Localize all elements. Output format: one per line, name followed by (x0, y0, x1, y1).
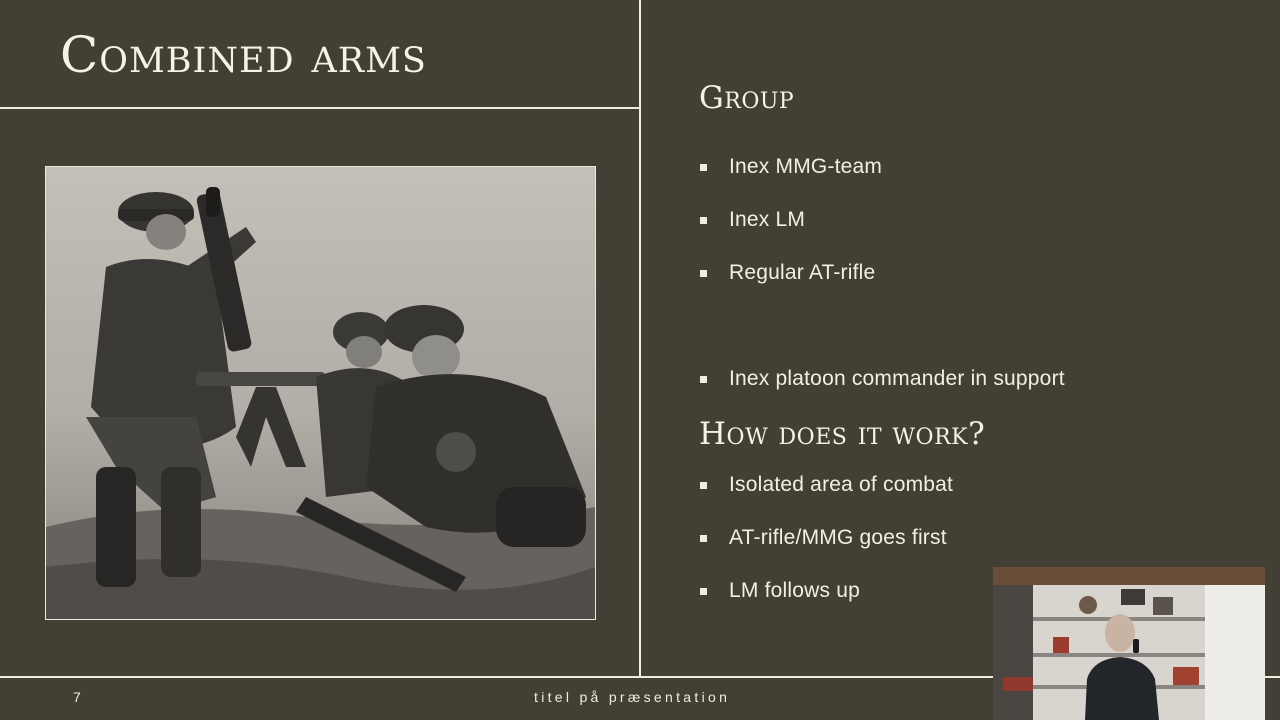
page-number: 7 (73, 689, 81, 705)
vertical-divider (639, 0, 641, 676)
bullet-icon (700, 270, 707, 277)
list-item-text: Inex LM (729, 208, 806, 231)
section-heading-group: Group (699, 80, 795, 116)
list-item (700, 152, 882, 182)
list-item-text: Isolated area of combat (729, 473, 954, 496)
list-item-text: Inex platoon commander in support (729, 367, 1065, 390)
list-item (700, 470, 953, 500)
list-item-text: Regular AT-rifle (729, 261, 876, 284)
bullet-icon (700, 376, 707, 383)
bullet-icon (700, 535, 707, 542)
footer-text: titel på præsentation (534, 689, 731, 705)
title-underline (0, 107, 640, 109)
section-heading-how-it-works: How does it work? (699, 416, 986, 452)
webcam-image (993, 567, 1265, 720)
bullet-icon (700, 588, 707, 595)
list-item (700, 258, 875, 288)
bullet-icon (700, 164, 707, 171)
bullet-icon (700, 482, 707, 489)
list-item (700, 523, 947, 553)
slide-title: Combined arms (60, 26, 427, 84)
bullet-icon (700, 217, 707, 224)
list-item-text: AT-rifle/MMG goes first (729, 526, 947, 549)
slide-photo (45, 166, 596, 620)
list-item-text: LM follows up (729, 579, 860, 602)
photo-image (46, 167, 595, 619)
webcam-overlay (993, 567, 1265, 720)
list-item (700, 205, 805, 235)
list-item-text: Inex MMG-team (729, 155, 883, 178)
list-item (700, 364, 1065, 394)
list-item (700, 576, 860, 606)
